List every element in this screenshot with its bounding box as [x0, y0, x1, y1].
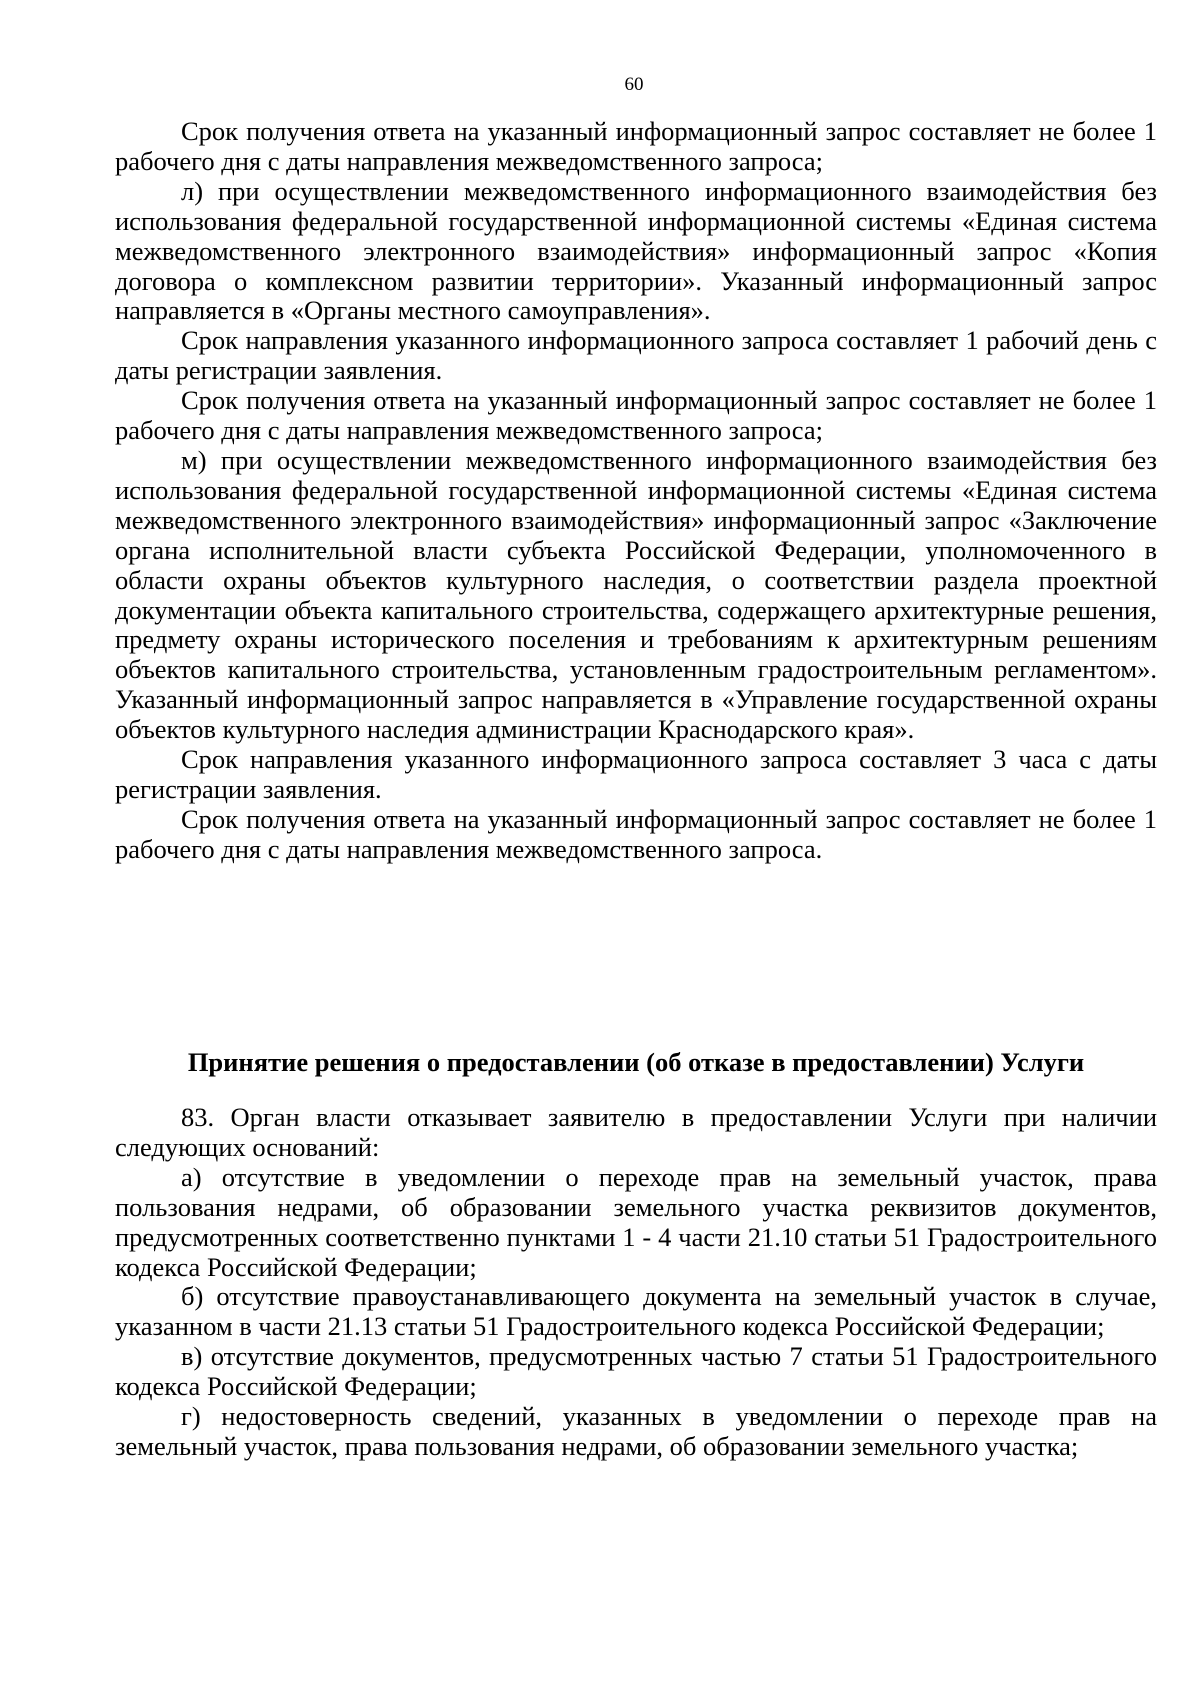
paragraph: л) при осуществлении межведомственного информационного взаимодействия без использования федеральной государственной информационной системы «Единая система межведомственного электронного взаимодействия» информационный запрос «Копия договора о комплексном развитии территории». Указанный информационный запрос направляется в «Органы местного самоуправления».	[115, 175, 1157, 326]
paragraph: а) отсутствие в уведомлении о переходе прав на земельный участок, права пользования недрами, об образовании земельного участка реквизитов документов, предусмотренных соответственно пунктами 1 - 4 части 21.10 статьи 51 Градостроительного кодекса Российской Федерации;	[115, 1161, 1157, 1282]
body-text-section	[115, 1103, 1157, 1462]
paragraph: г) недостоверность сведений, указанных в уведомлении о переходе прав на земельный участок, права пользования недрами, об образовании земельного участка;	[115, 1401, 1157, 1461]
page-number: 60	[624, 74, 644, 95]
paragraph: Срок получения ответа на указанный информационный запрос составляет не более 1 рабочего дня с даты направления межведомственного запроса;	[115, 385, 1157, 446]
paragraph: Срок направления указанного информационного запроса составляет 1 рабочий день с даты регистрации заявления.	[115, 325, 1157, 386]
paragraph: в) отсутствие документов, предусмотренных частью 7 статьи 51 Градостроительного кодекса Российской Федерации;	[115, 1341, 1157, 1402]
section-heading: Принятие решения о предоставлении (об отказе в предоставлении) Услуги	[187, 1047, 1085, 1077]
body-text-top	[115, 117, 1157, 865]
paragraph: 83. Орган власти отказывает заявителю в предоставлении Услуги при наличии следующих оснований:	[115, 1102, 1157, 1162]
paragraph: Срок направления указанного информационного запроса составляет 3 часа с даты регистрации заявления.	[115, 744, 1157, 804]
paragraph: м) при осуществлении межведомственного информационного взаимодействия без использования федеральной государственной информационной системы «Единая система межведомственного электронного взаимодействия» информационный запрос «Заключение органа исполнительной власти субъекта Российской Федерации, уполномоченного в области охраны объектов культурного наследия, о соответствии раздела проектной документации объекта капитального строительства, содержащего архитектурные решения, предмету охраны исторического поселения и требованиям к архитектурным решениям объектов капитального строительства, установленным градостроительным регламентом». Указанный информационный запрос направляется в «Управление государственной охраны объектов культурного наследия администрации Краснодарского края».	[115, 444, 1157, 745]
paragraph: Срок получения ответа на указанный информационный запрос составляет не более 1 рабочего дня с даты направления межведомственного запроса.	[115, 803, 1157, 864]
paragraph: Срок получения ответа на указанный информационный запрос составляет не более 1 рабочего дня с даты направления межведомственного запроса;	[115, 116, 1157, 176]
paragraph: б) отсутствие правоустанавливающего документа на земельный участок в случае, указанном в части 21.13 статьи 51 Градостроительного кодекса Российской Федерации;	[115, 1281, 1157, 1342]
